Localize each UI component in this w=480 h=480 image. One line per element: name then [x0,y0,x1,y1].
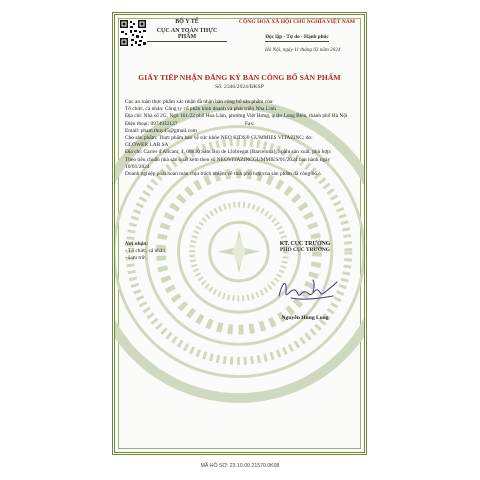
body-line-responsibility: Doanh nghiệp phải hoàn toàn chịu trách nhiệm về tính phù hợp của sản phẩm đã công bố./. [125,171,322,178]
body-line-email: Email: pham.thuy45@gmail.com [125,127,197,134]
recipients-title: Nơi nhận: [125,241,149,247]
recipient-item: - Tổ chức, cá nhân; [125,248,167,255]
national-motto: Độc lập - Tự do - Hạnh phúc [265,34,329,40]
body-line-manufacturer-address: Địa chỉ: Carrer d'Alicant, 4. 08830 Sant Boi de Llobregat (Barcelona), Spain sản xuất, phù hợp: [125,149,332,156]
issuing-agency [147,19,227,43]
ministry-name: BỘ Y TẾ [175,19,199,25]
signature-block [255,241,355,253]
fax-label: Fax: [245,120,255,127]
body-line-address: Địa chỉ: Nhà số 2G, Ngõ 161/22 phố Hoa Lâm, phường Việt Hưng, quận Long Biên, thành phố Hà Nội [125,113,348,120]
body-line-organization: Tổ chức, cá nhân: Công ty cổ phần kinh doanh và phát triển Nha Linh [125,106,276,113]
body-line-contact [125,121,355,128]
signer-name: Nguyễn Hùng Long [281,315,329,321]
recipients-block [125,241,167,263]
signer-role-secondary: PHÓ CỤC TRƯỞNG [279,247,330,253]
body-line-product: Cho sản phẩm: Thực phẩm bảo vệ sức khỏe NEO KIDS® GUMMIES VITAZINC; do: [125,135,313,142]
issue-date: Hà Nội, ngày 11 tháng 03 năm 2024 [265,47,341,53]
qr-code [119,19,147,47]
body-line-manufacturer: GLOWER LAB SA [125,142,169,149]
agency-name: CỤC AN TOÀN THỰC PHẨM [147,28,227,42]
body-line-intro: Cục an toàn thực phẩm xác nhận đã nhận bản công bố sản phẩm của: [125,99,274,105]
signer-role-primary: KT. CỤC TRƯỞNG [279,241,331,247]
republic-name: CỘNG HOÀ XÃ HỘI CHỦ NGHĨA VIỆT NAM [238,19,356,25]
phone-number: Điện thoại: 0974932127 [125,120,178,127]
certificate-document [112,12,367,455]
dossier-code: MÃ HỒ SƠ: 23.10.00.21570.0K08 [200,463,280,469]
document-title: GIẤY TIẾP NHẬN ĐĂNG KÝ BẢN CÔNG BỐ SẢN PHẨM [138,73,341,82]
national-header [227,19,367,43]
body-line-standard: Theo tiêu chuẩn nhà sản xuất kèm theo số NEOVITAZINCGUMMIES/01/2024 ban hành ngày 10/01/2024 [125,156,331,170]
handwritten-signature [273,270,343,308]
document-number: Số: 2346/2024/ĐKSP [215,84,264,90]
recipient-item: - Lưu trữ. [125,255,146,262]
document-body [125,99,355,178]
